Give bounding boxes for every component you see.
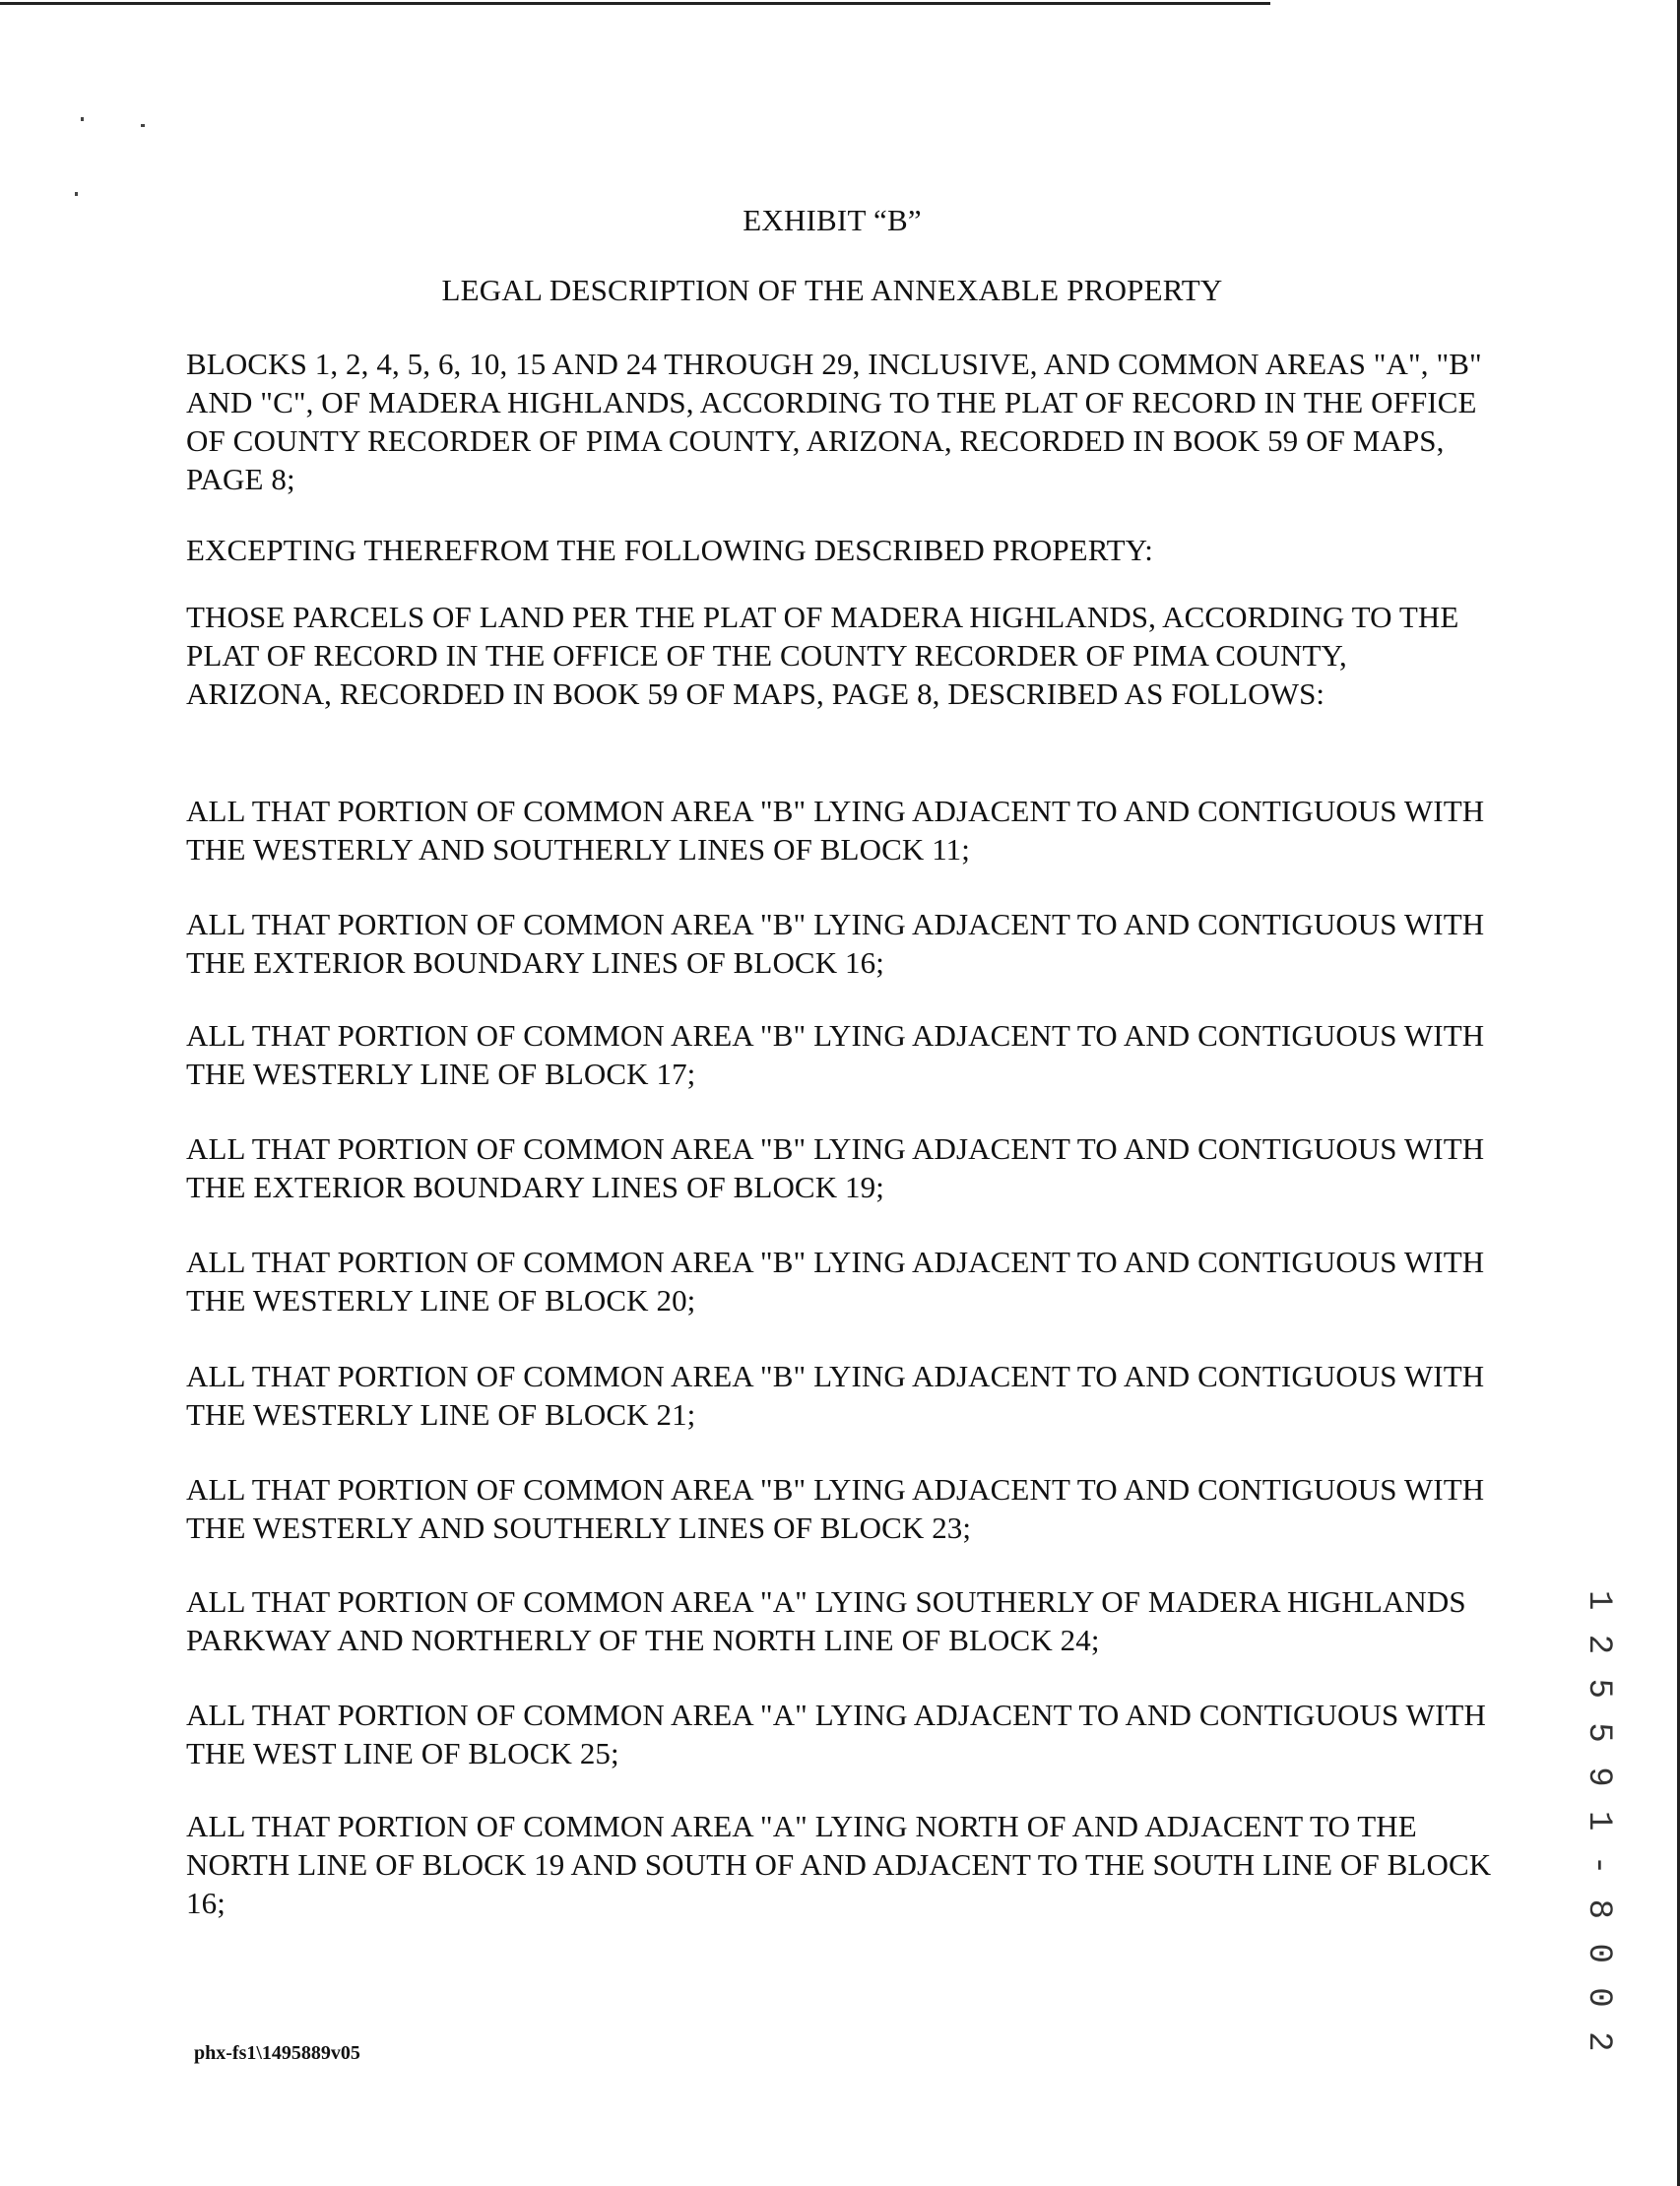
paragraph: ALL THAT PORTION OF COMMON AREA "A" LYING ADJACENT TO AND CONTIGUOUS WITH THE WEST LINE OF BLOCK 25;: [186, 1698, 1486, 1770]
paragraph: ALL THAT PORTION OF COMMON AREA "A" LYING SOUTHERLY OF MADERA HIGHLANDS PARKWAY AND NORTHERLY OF THE NORTH LINE OF BLOCK 24;: [186, 1584, 1466, 1657]
scan-speck: [75, 192, 78, 196]
para-parcels: [186, 598, 1496, 713]
scan-speck: [81, 117, 84, 121]
scan-speck: [141, 124, 145, 127]
side-recording-stamp: 1 2 5 5 9 1 - 8 0 0 2: [1580, 1590, 1617, 2054]
para-blocks: [186, 345, 1496, 498]
paragraph: BLOCKS 1, 2, 4, 5, 6, 10, 15 AND 24 THROUGH 29, INCLUSIVE, AND COMMON AREAS "A", "B" AND "C", OF MADERA HIGHLANDS, ACCORDING TO THE PLAT OF RECORD IN THE OFFICE OF COUNTY RECORDER OF PIMA COUNTY, ARIZONA, RECORDED IN BOOK 59 OF MAPS, PAGE 8;: [186, 347, 1482, 496]
para-block-17: [186, 1016, 1496, 1093]
para-block-21: [186, 1357, 1496, 1434]
paragraph: EXCEPTING THEREFROM THE FOLLOWING DESCRIBED PROPERTY:: [186, 533, 1154, 567]
para-block-19: [186, 1129, 1496, 1206]
paragraph: ALL THAT PORTION OF COMMON AREA "B" LYING ADJACENT TO AND CONTIGUOUS WITH THE WESTERLY LINE OF BLOCK 21;: [186, 1359, 1485, 1432]
para-block-24: [186, 1582, 1496, 1659]
paragraph: ALL THAT PORTION OF COMMON AREA "B" LYING ADJACENT TO AND CONTIGUOUS WITH THE EXTERIOR BOUNDARY LINES OF BLOCK 16;: [186, 907, 1485, 980]
paragraph: ALL THAT PORTION OF COMMON AREA "A" LYING NORTH OF AND ADJACENT TO THE NORTH LINE OF BLOCK 19 AND SOUTH OF AND ADJACENT TO THE SOUTH LINE OF BLOCK 16;: [186, 1809, 1492, 1920]
paragraph: ALL THAT PORTION OF COMMON AREA "B" LYING ADJACENT TO AND CONTIGUOUS WITH THE WESTERLY LINE OF BLOCK 17;: [186, 1018, 1485, 1091]
para-block-25: [186, 1696, 1496, 1772]
paragraph: ALL THAT PORTION OF COMMON AREA "B" LYING ADJACENT TO AND CONTIGUOUS WITH THE WESTERLY LINE OF BLOCK 20;: [186, 1245, 1485, 1318]
paragraph: ALL THAT PORTION OF COMMON AREA "B" LYING ADJACENT TO AND CONTIGUOUS WITH THE EXTERIOR BOUNDARY LINES OF BLOCK 19;: [186, 1131, 1485, 1204]
para-block-20: [186, 1243, 1496, 1319]
para-block-16-19: [186, 1807, 1496, 1922]
para-block-23: [186, 1470, 1496, 1547]
exhibit-title: EXHIBIT “B”: [743, 203, 922, 237]
paragraph: THOSE PARCELS OF LAND PER THE PLAT OF MADERA HIGHLANDS, ACCORDING TO THE PLAT OF RECORD IN THE OFFICE OF THE COUNTY RECORDER OF PIMA COUNTY, ARIZONA, RECORDED IN BOOK 59 OF MAPS, PAGE 8, DESCRIBED AS FOLLOWS:: [186, 600, 1459, 711]
para-excepting: [186, 531, 1496, 569]
para-block-16: [186, 905, 1496, 982]
para-block-11: [186, 792, 1496, 868]
paragraph: ALL THAT PORTION OF COMMON AREA "B" LYING ADJACENT TO AND CONTIGUOUS WITH THE WESTERLY AND SOUTHERLY LINES OF BLOCK 23;: [186, 1472, 1485, 1545]
paragraph: ALL THAT PORTION OF COMMON AREA "B" LYING ADJACENT TO AND CONTIGUOUS WITH THE WESTERLY AND SOUTHERLY LINES OF BLOCK 11;: [186, 794, 1485, 867]
document-subtitle: LEGAL DESCRIPTION OF THE ANNEXABLE PROPERTY: [441, 273, 1223, 307]
scan-top-border: [0, 2, 1270, 5]
document-id-footer: phx-fs1\1495889v05: [194, 2042, 360, 2064]
